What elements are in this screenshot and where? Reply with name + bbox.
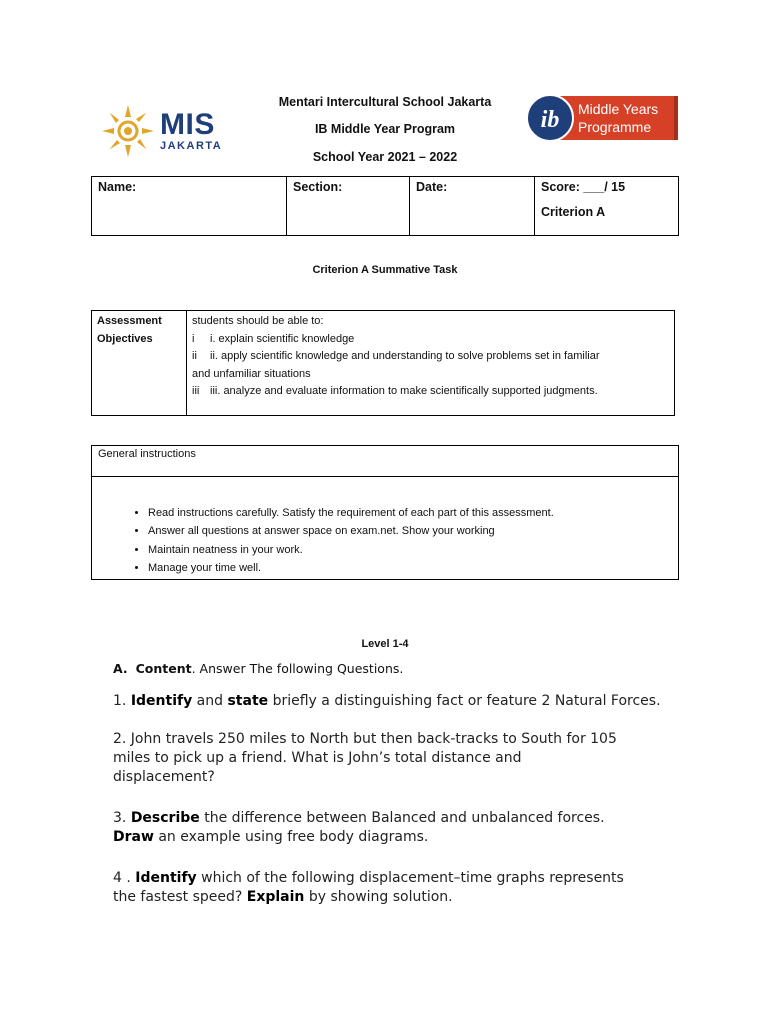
section-a-bold: Content — [135, 661, 192, 676]
question-1 — [113, 692, 693, 711]
instruction-item: • Read instructions carefully. Satisfy the requirement of each part of this assessment. — [148, 504, 672, 522]
name-label: Name: — [98, 180, 137, 194]
section-a-letter: A. — [113, 661, 128, 676]
school-year: School Year 2021 – 2022 — [312, 150, 458, 164]
q3-bold1: Describe — [130, 810, 200, 826]
assessment-content — [187, 311, 675, 416]
q1-text1: and — [192, 693, 228, 709]
section-cell[interactable] — [287, 177, 410, 236]
ib-letter: ib — [540, 107, 560, 133]
q1-bold2: state — [227, 693, 269, 709]
q1-bold1: Identify — [130, 693, 193, 709]
q4-num: 4 . — [113, 870, 136, 886]
assessment-label — [92, 311, 187, 416]
q3-text2: an example using free body diagrams. — [153, 829, 429, 845]
instruction-item: • Maintain neatness in your work. — [148, 541, 672, 559]
objective-roman: iii — [192, 385, 200, 397]
q1-num: 1. — [113, 693, 131, 709]
question-2 — [113, 730, 693, 787]
name-cell[interactable] — [92, 177, 287, 236]
criterion-label: Criterion A — [541, 205, 606, 219]
question-4 — [113, 869, 693, 907]
ib-line2: Programme — [578, 119, 652, 135]
objective-item — [192, 331, 669, 349]
mis-sun-logo-icon — [100, 103, 156, 159]
objective-item — [192, 366, 669, 384]
objective-roman: i — [192, 332, 195, 345]
q4-text2a: the fastest speed? — [113, 889, 247, 905]
mis-logo-subtext: JAKARTA — [160, 140, 223, 152]
school-name: Mentari Intercultural School Jakarta — [278, 95, 492, 109]
assessment-label-line2: Objectives — [97, 332, 153, 345]
objective-item — [192, 383, 669, 401]
general-instructions-heading: General instructions — [92, 446, 679, 477]
assessment-label-line1: Assessment — [97, 315, 162, 327]
instruction-item: • Answer all questions at answer space on exam.net. Show your working — [148, 522, 672, 540]
general-instructions-table — [91, 445, 679, 580]
objective-text: ii. apply scientific knowledge and understanding to solve problems set in familiar — [210, 350, 600, 362]
q2-line1: 2. John travels 250 miles to North but then back-tracks to South for 105 — [113, 731, 617, 747]
objective-text: and unfamiliar situations — [192, 367, 311, 380]
assessment-intro: students should be able to: — [192, 315, 324, 327]
question-3 — [113, 809, 693, 847]
ib-myp-logo-icon — [524, 94, 678, 142]
q2-line2: miles to pick up a friend. What is John’s total distance and — [113, 750, 522, 766]
objective-text: i. explain scientific knowledge — [210, 332, 355, 345]
score-cell — [535, 177, 679, 236]
date-label: Date: — [416, 180, 448, 194]
program-name: IB Middle Year Program — [314, 122, 456, 136]
q2-line3: displacement? — [113, 769, 215, 785]
q4-text2b: by showing solution. — [304, 889, 453, 905]
q4-text1: which of the following displacement–time graphs represents — [196, 870, 624, 886]
task-title: Criterion A Summative Task — [312, 264, 458, 276]
instruction-item: • Manage your time well. — [148, 559, 672, 577]
q3-bold2: Draw — [113, 829, 154, 845]
section-a-rest: . Answer The following Questions. — [191, 661, 404, 676]
q1-text2: briefly a distinguishing fact or feature 2 Natural Forces. — [268, 693, 661, 709]
assessment-objectives-table — [91, 310, 675, 416]
score-label: Score: ___/ 15 — [541, 180, 626, 194]
objective-item — [192, 348, 669, 366]
date-cell[interactable] — [410, 177, 535, 236]
q3-num: 3. — [113, 810, 131, 826]
ib-line1: Middle Years — [578, 101, 659, 117]
q3-text1: the difference between Balanced and unbalanced forces. — [199, 810, 605, 826]
mis-logo-text: MIS — [160, 108, 215, 141]
student-info-table — [91, 176, 679, 236]
objective-roman: ii — [192, 350, 197, 362]
section-label: Section: — [293, 180, 343, 194]
section-a-heading — [113, 661, 403, 676]
q4-bold2: Explain — [246, 889, 305, 905]
level-heading: Level 1-4 — [361, 638, 409, 650]
general-instructions-body — [92, 477, 679, 580]
objective-text: iii. analyze and evaluate information to make scientifically supported judgments. — [210, 385, 598, 397]
q4-bold1: Identify — [135, 870, 197, 886]
